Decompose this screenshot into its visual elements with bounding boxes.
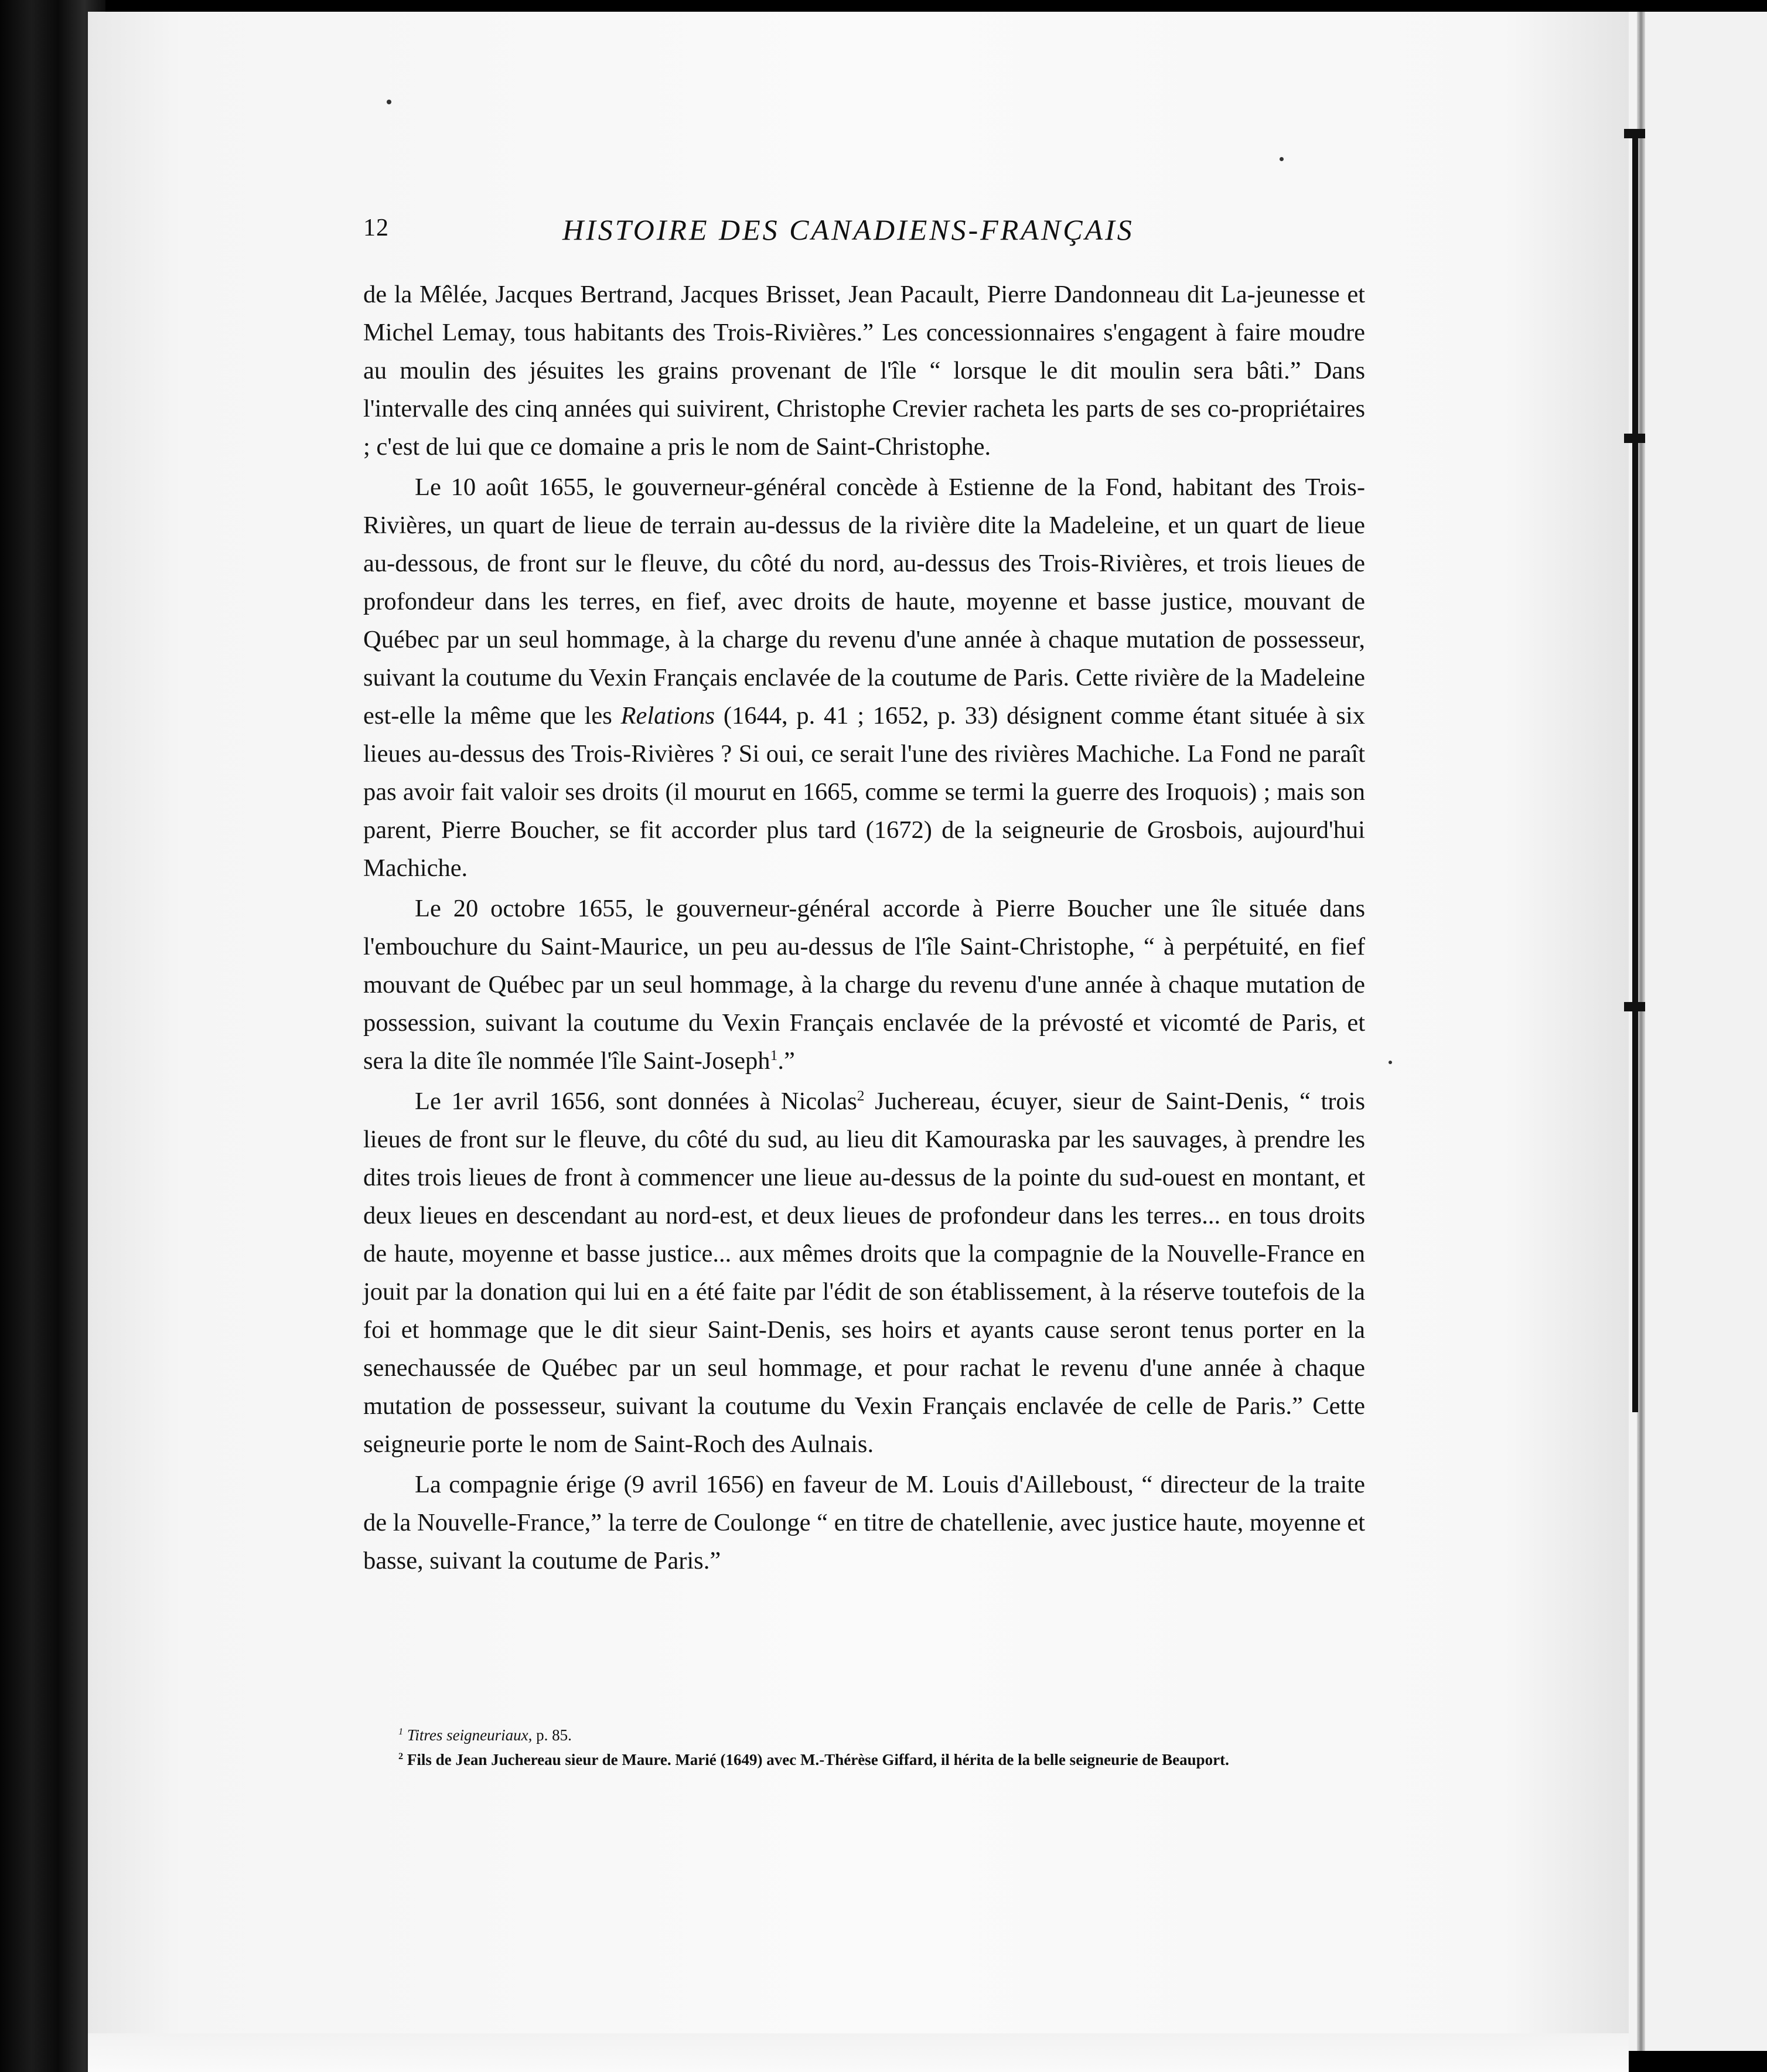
footnote-marker: 1	[770, 1046, 778, 1064]
page-edge-rule	[1637, 12, 1645, 2051]
binding-tick	[1624, 129, 1645, 138]
footnote: $^1$ Titres seigneuriaux, p. 85.	[398, 1726, 572, 1744]
binding-tick	[1624, 1002, 1645, 1011]
paragraph: Le 1er avril 1656, sont données à Nicolas$^2$ Juchereau, écuyer, sieur de Saint-Denis, “ trois lieues de front sur le fleuve, du côté du sud, au lieu dit Kamouraska par les sauvages, à prendre les dites trois lieues de front à commencer une lieue au-dessus de la pointe du sud-ouest en montant, et deux lieues en descendant au nord-est, et deux lieues de profondeur dans les terres... en tous droits de haute, moyenne et basse justice... aux mêmes droits que la compagnie de la Nouvelle-France en jouit par la donation qui lui en a été faite par l'édit de son établissement, à la réserve toutefois de la foi et hommage que le dit sieur Saint-Denis, ses hoirs et ayants cause seront tenus porter en la senechaussée de Québec par un seul hommage, et pour rachat le revenu d'une année à chaque mutation de possesseur, suivant la coutume du Vexin Français enclavée de celle de Paris.” Cette seigneurie porte le nom de Saint-Roch des Aulnais.	[363, 1086, 1366, 1458]
running-head	[363, 214, 1398, 255]
footnotes	[398, 1723, 1383, 1772]
paragraph: Le 10 août 1655, le gouverneur-général concède à Estienne de la Fond, habitant des Trois-Rivières, un quart de lieue de terrain au-dessus de la rivière dite la Madeleine, et un quart de lieue au-dessous, de front sur le fleuve, du côté du nord, au-dessus des Trois-Rivières, et trois lieues de profondeur dans les terres, en fief, avec droits de haute, moyenne et basse justice, mouvant de Québec par un seul hommage, à la charge du revenu d'une année à chaque mutation de possesseur, suivant la coutume du Vexin Français enclavée de la coutume de Paris. Cette rivière de la Madeleine est-elle la même que les Relations (1644, p. 41 ; 1652, p. 33) désignent comme étant située à six lieues au-dessus des Trois-Rivières ? Si oui, ce serait l'une des rivières Machiche. La Fond ne paraît pas avoir fait valoir ses droits (il mourut en 1665, comme se termi la guerre des Iroquois) ; mais son parent, Pierre Boucher, se fit accorder plus tard (1672) de la seigneurie de Grosbois, aujourd'hui Machiche.	[363, 473, 1366, 882]
paragraph: La compagnie érige (9 avril 1656) en faveur de M. Louis d'Ailleboust, “ directeur de la traite de la Nouvelle-France,” la terre de Coulonge “ en titre de chatellenie, avec justice haute, moyenne et basse, suivant la coutume de Paris.”	[363, 1471, 1365, 1575]
scan-speck	[387, 100, 391, 104]
binding-tick	[1624, 434, 1645, 443]
page-number: 12	[363, 214, 389, 241]
scan-speck	[1389, 1061, 1392, 1064]
adjacent-page-edge	[1629, 12, 1767, 2051]
italic-title: Relations	[620, 702, 715, 730]
footnote: $^2$ Fils de Jean Juchereau sieur de Maure. Marié (1649) avec M.-Thérèse Giffard, il hérita de la belle seigneurie de Beauport.	[398, 1751, 1229, 1768]
footnote-marker: 2	[857, 1086, 865, 1104]
body-text	[363, 275, 1365, 1582]
page-title: HISTOIRE DES CANADIENS-FRANÇAIS	[562, 213, 1134, 246]
paragraph: Le 20 octobre 1655, le gouverneur-général accorde à Pierre Boucher une île située dans l'embouchure du Saint-Maurice, un peu au-dessus de l'île Saint-Christophe, “ à perpétuité, en fief mouvant de Québec par un seul hommage, à la charge du revenu d'une année à chaque mutation de possession, suivant la coutume du Vexin Français enclavée de la prévosté et vicomté de Paris, et sera la dite île nommée l'île Saint-Joseph$^1$.”	[363, 895, 1365, 1075]
page-bottom	[88, 2033, 1629, 2072]
scan-speck	[1280, 157, 1284, 161]
binding-bar	[1632, 135, 1638, 1412]
paragraph: de la Mêlée, Jacques Bertrand, Jacques Brisset, Jean Pacault, Pierre Dandonneau dit La-jeunesse et Michel Lemay, tous habitants des Trois-Rivières.” Les concessionnaires s'engagent à faire moudre au moulin des jésuites les grains provenant de l'île “ lorsque le dit moulin sera bâti.” Dans l'intervalle des cinq années qui suivirent, Christophe Crevier racheta les parts de ses co-propriétaires ; c'est de lui que ce domaine a pris le nom de Saint-Christophe.	[363, 281, 1365, 461]
